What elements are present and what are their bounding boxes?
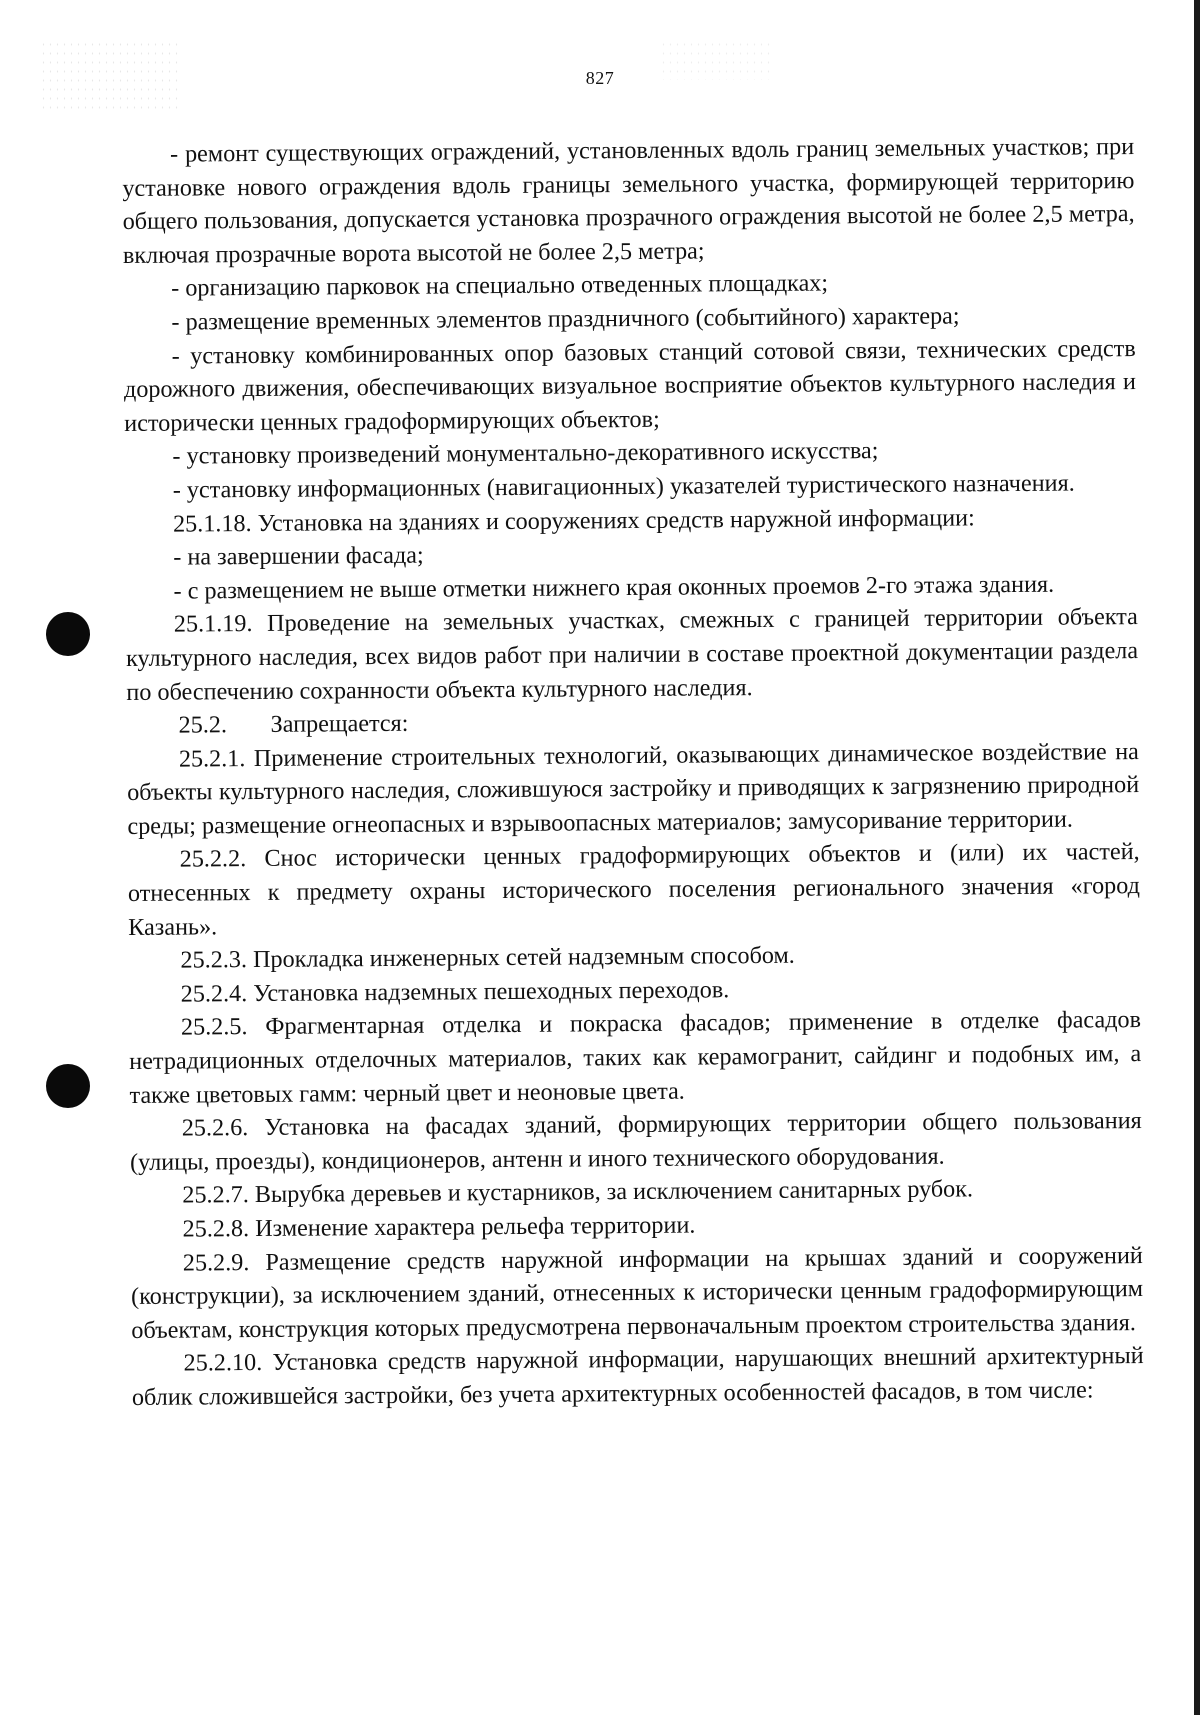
clause-text: Снос исторически ценных градоформирующих объектов и (или) их частей, отнесенных к предмету охраны исторического поселения регионального значения «город Казань».	[127, 838, 1141, 941]
scan-edge	[1194, 0, 1200, 1715]
clause-number: 25.2.7.	[182, 1181, 249, 1209]
paragraph: - с размещением не выше отметки нижнего края оконных проемов 2-го этажа здания.	[173, 570, 1055, 605]
clause	[131, 1339, 1143, 1414]
clause	[129, 1003, 1142, 1112]
clause-text: Применение строительных технологий, оказывающих динамическое воздействие на объекты культурного наследия, сложившуюся застройку и приводящих к загрязнению природной среды; размещение огнеопасных и взрывоопасных материалов; замусоривание территории.	[127, 737, 1140, 840]
clause-number: 25.2.8.	[182, 1215, 250, 1243]
punch-hole	[46, 1064, 90, 1108]
clause-text: Прокладка инженерных сетей надземным способом.	[252, 941, 795, 974]
paragraph: - установку комбинированных опор базовых станций сотовой связи, технических средств дорожного движения, обеспечивающих визуальное восприятие объектов культурного наследия и исторически ценных градоформирующих объектов;	[123, 334, 1137, 437]
paragraph: - установку произведений монументально-декоративного искусства;	[172, 437, 879, 470]
clause-number: 25.2.3.	[180, 946, 248, 974]
clause-number: 25.2.4.	[180, 979, 248, 1008]
clause-text: Размещение средств наружной информации на крышах зданий и сооружений (конструкции), за исключением зданий, отнесенных к исторически ценным градоформирующим объектам, конструкция которых предусмотрена первоначальным проектом строительства здания.	[130, 1241, 1144, 1344]
clause-text: Установка на фасадах зданий, формирующих территории общего пользования (улицы, проезды), кондиционеров, антенн и иного технического оборудования.	[129, 1107, 1142, 1176]
paragraph: - ремонт существующих ограждений, установленных вдоль границ земельных участков; при установке нового ограждения вдоль границы земельного участка, формирующей территорию общего пользования, допускается установка прозрачного ограждения высотой не более 2,5 метра, включая прозрачные ворота высотой не более 2,5 метра;	[122, 133, 1135, 269]
paragraph: 25.1.18. Установка на зданиях и сооружениях средств наружной информации:	[172, 503, 975, 538]
clause-number: 25.2.5.	[180, 1013, 248, 1042]
clause-text: Установка надземных пешеходных переходов.	[253, 976, 730, 1007]
paragraph: - установку информационных (навигационных) указателей туристического назначения.	[172, 469, 1075, 504]
clause-number: 25.2.1.	[178, 744, 246, 773]
paragraph: 25.1.19. Проведение на земельных участках, смежных с границей территории объекта культурного наследия, всех видов работ при наличии в составе проектной документации раздела по обеспечению сохранности объекта культурного наследия.	[125, 603, 1139, 706]
clause-number: 25.2.10.	[183, 1349, 263, 1377]
clause	[128, 835, 1141, 944]
document-body	[122, 130, 1144, 1414]
clause-text: Вырубка деревьев и кустарников, за исключением санитарных рубок.	[254, 1175, 974, 1209]
clause-text: Фрагментарная отделка и покраска фасадов; применение в отделке фасадов нетрадиционных отделочных материалов, таких как керамогранит, сайдинг и подобных им, а также цветовых гамм: черный цвет и неоновые цвета.	[129, 1006, 1142, 1109]
clause	[127, 735, 1140, 844]
paragraph: - размещение временных элементов праздничного (событийного) характера;	[171, 302, 960, 336]
clause	[131, 1239, 1144, 1348]
clause-number: 25.2.2.	[179, 845, 247, 874]
paragraph: - организацию парковок на специально отведенных площадках;	[171, 269, 829, 302]
paragraph: - на завершении фасада;	[173, 541, 424, 571]
clause-text: Установка средств наружной информации, нарушающих внешний архитектурный облик сложившейся застройки, без учета архитектурных особенностей фасадов, в том числе:	[131, 1342, 1144, 1411]
clause-number: 25.2.6.	[181, 1114, 249, 1142]
clause-text: Запрещается:	[270, 709, 409, 738]
punch-hole	[46, 612, 90, 656]
clause-text: Изменение характера рельефа территории.	[255, 1211, 696, 1242]
clause	[130, 1104, 1142, 1179]
clause-number: 25.2.	[178, 711, 228, 739]
page-number: 827	[585, 68, 615, 88]
clause-number: 25.2.9.	[182, 1248, 250, 1277]
